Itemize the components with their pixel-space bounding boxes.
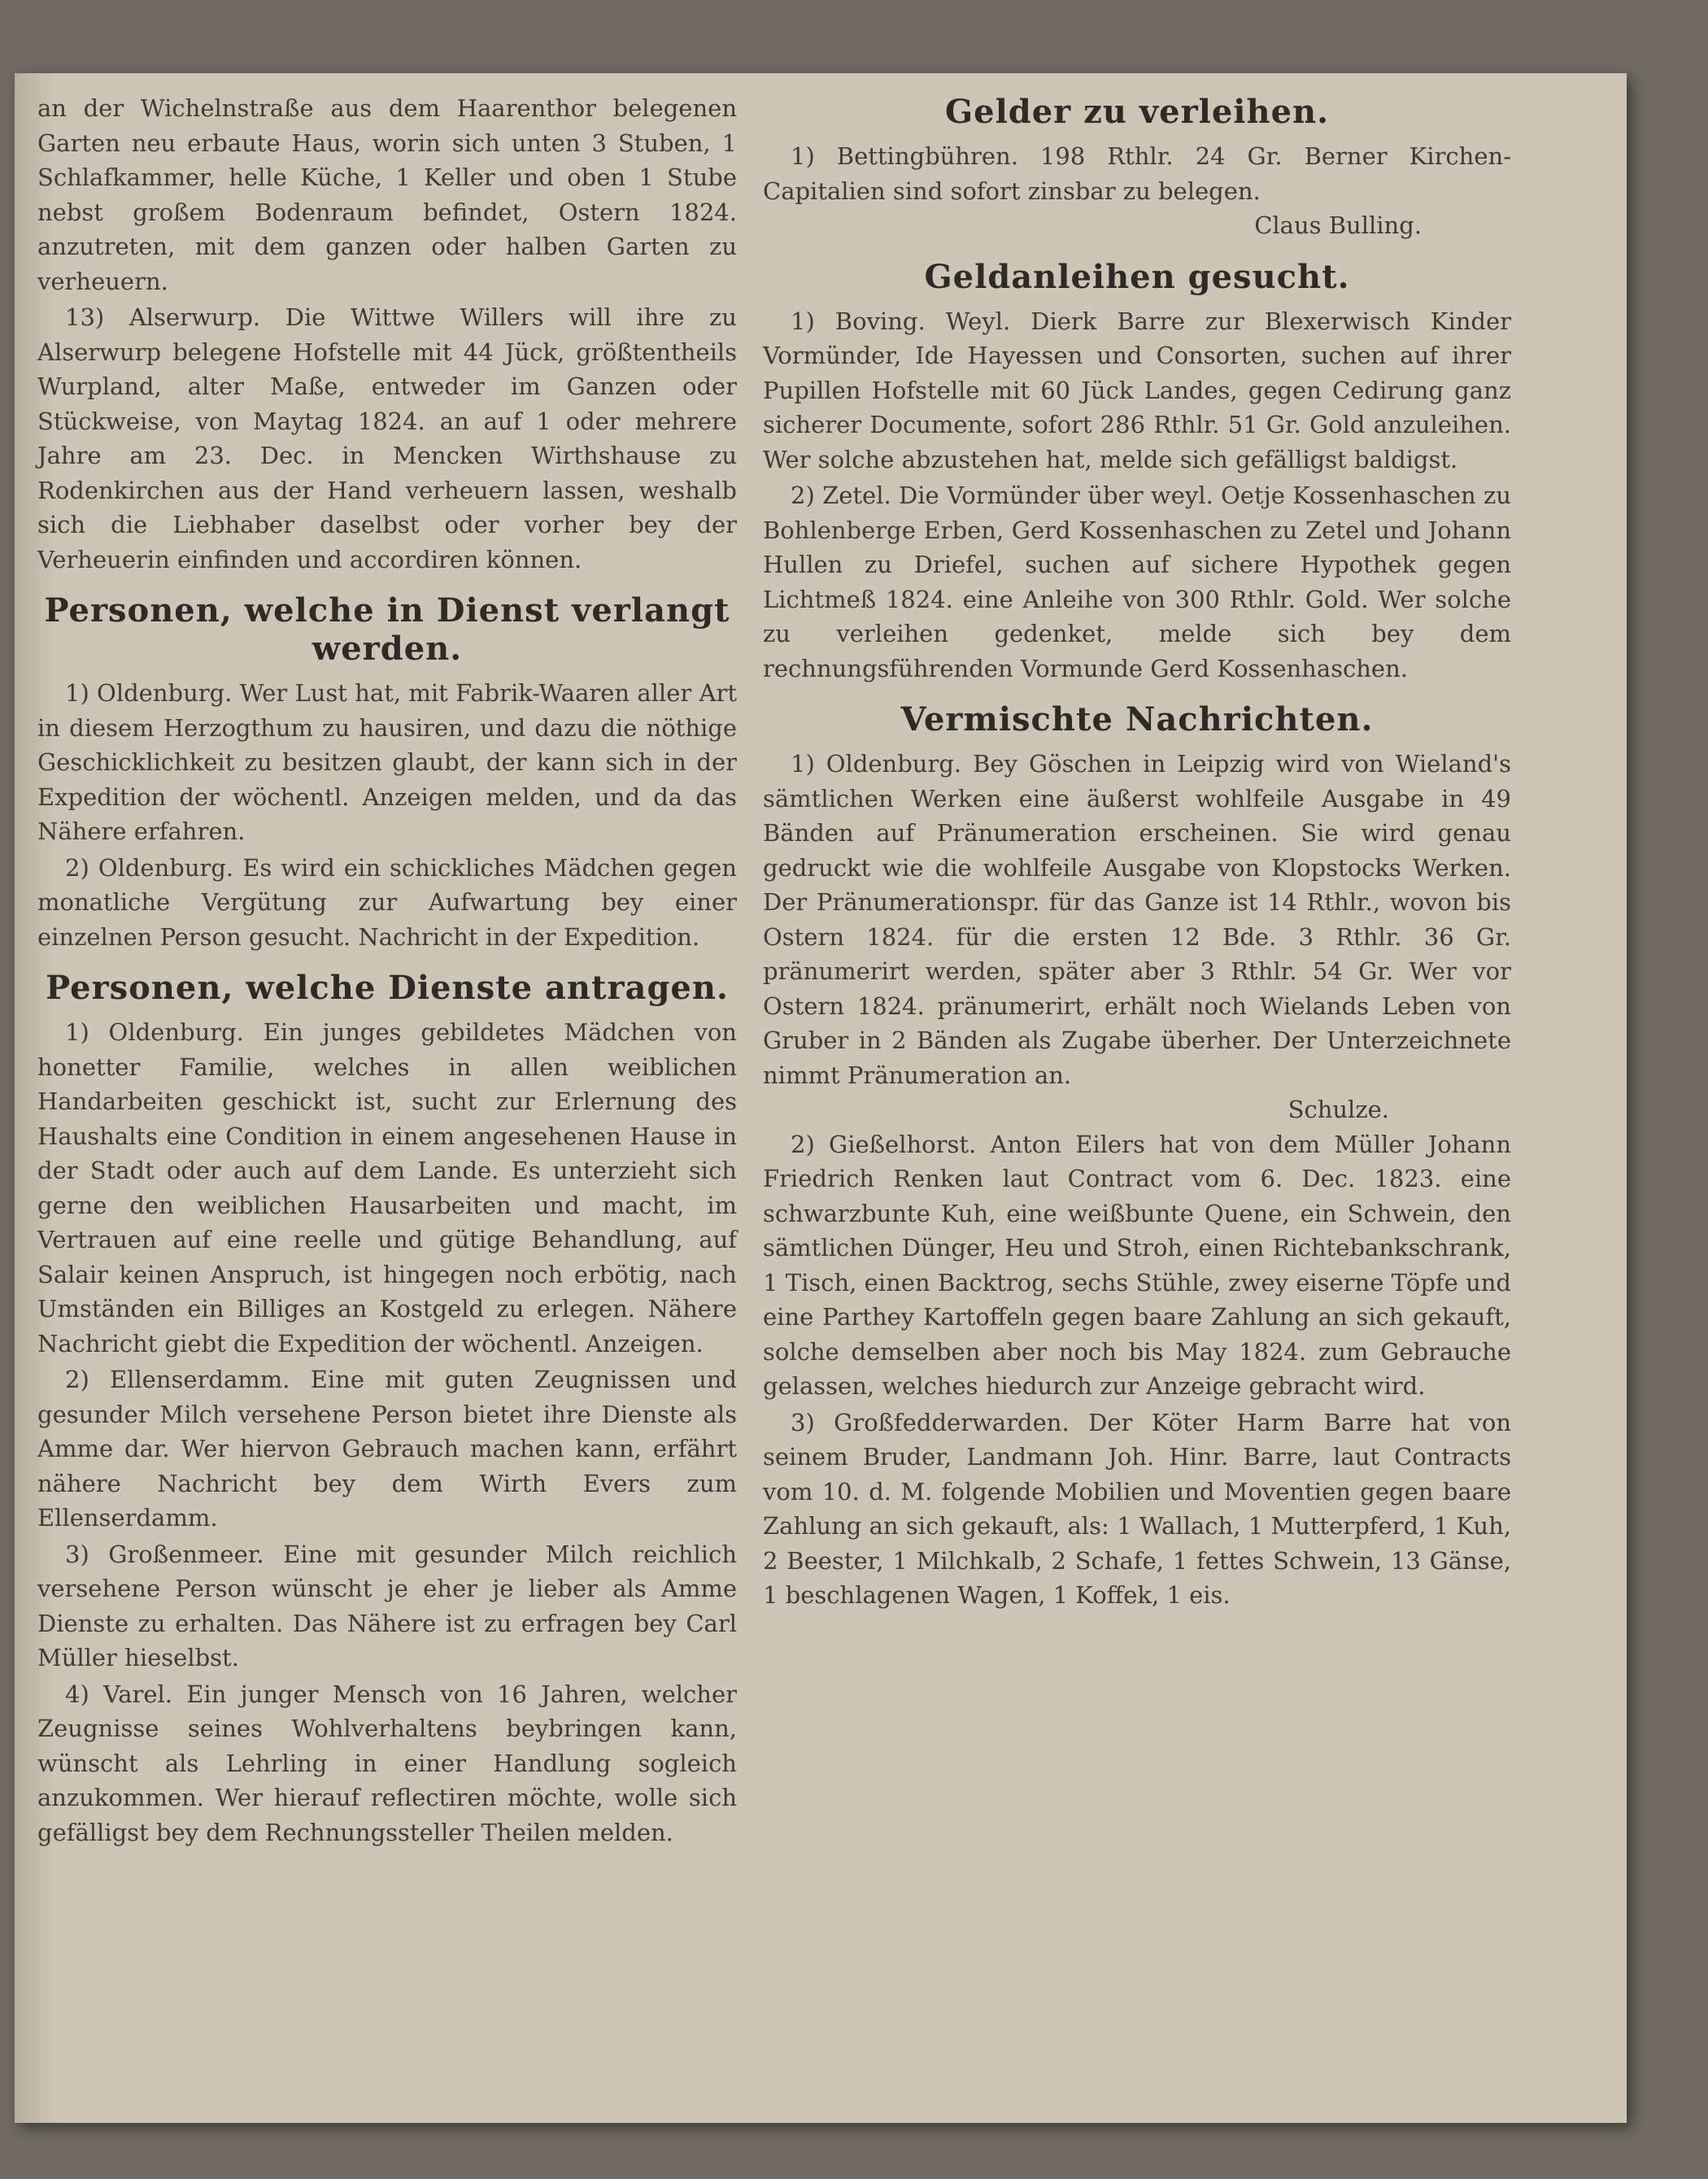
wanted-notice-1: 1) Oldenburg. Wer Lust hat, mit Fabrik-Waaren aller Art in diesem Herzogthum zu hausiren, und dazu die nöthige Geschicklichkeit zu besitzen glaubt, der kann sich in der Expedition der wöchentl. Anzeigen melden, und da das Nähere erfahren.: [37, 679, 737, 845]
misc-notice-1: 1) Oldenburg. Bey Göschen in Leipzig wird von Wieland's sämtlichen Werken eine äußerst wohlfeile Ausgabe in 49 Bänden auf Pränumeration erscheinen. Sie wird genau gedruckt wie die wohlfeile Ausgabe von Klopstocks Werken. Der Pränumerationspr. für das Ganze ist 14 Rthlr., wovon bis Ostern 1824. für die ersten 12 Bde. 3 Rthlr. 36 Gr. pränumerirt werden, später aber 3 Rthlr. 54 Gr. Wer vor Ostern 1824. pränumerirt, erhält noch Wielands Leben von Gruber in 2 Bänden als Zugabe überher. Der Unterzeichnete nimmt Pränumeration an.: [763, 750, 1511, 1089]
offered-notice-4: 4) Varel. Ein junger Mensch von 16 Jahren, welcher Zeugnisse seines Wohlverhaltens beybringen kann, wünscht als Lehrling in einer Handlung sogleich anzukommen. Wer hierauf reflectiren möchte, wolle sich gefälligst bey dem Rechnungssteller Theilen melden.: [37, 1680, 737, 1846]
wanted-notice-2: 2) Oldenburg. Es wird ein schickliches Mädchen gegen monatliche Vergütung zur Aufwartung bey einer einzelnen Person gesucht. Nachricht in der Expedition.: [37, 853, 737, 951]
offered-notice-1: 1) Oldenburg. Ein junges gebildetes Mädchen von honetter Familie, welches in allen weiblichen Handarbeiten geschickt ist, sucht zur Erlernung des Haushalts eine Condition in einem angesehenen Hause in der Stadt oder auch auf dem Lande. Es unterzieht sich gerne den weiblichen Hausarbeiten und macht, im Vertrauen auf eine reelle und gütige Behandlung, auf Salair keinen Anspruch, ist hingegen noch erbötig, nach Umständen ein Billiges an Kostgeld zu erlegen. Nähere Nachricht giebt die Expedition der wöchentl. Anzeigen.: [37, 1018, 737, 1358]
left-column: [37, 91, 737, 1850]
heading-money-to-lend: Gelder zu verleihen.: [944, 93, 1330, 131]
signature-schulze: Schulze.: [1288, 1096, 1389, 1123]
lend-notice-1: 1) Bettingbühren. 198 Rthlr. 24 Gr. Berner Kirchen-Capitalien sind sofort zinsbar zu belegen.: [763, 142, 1511, 205]
misc-notice-3: 3) Großfedderwarden. Der Köter Harm Barre hat von seinem Bruder, Landmann Joh. Hinr. Barre, laut Contracts vom 10. d. M. folgende Mobilien und Moventien gegen baare Zahlung an sich gekauft, als: 1 Wallach, 1 Mutterpferd, 1 Kuh, 2 Beester, 1 Milchkalb, 2 Schafe, 1 fettes Schwein, 13 Gänse, 1 beschlagenen Wagen, 1 Koffek, 1 eis.: [763, 1408, 1511, 1609]
heading-service-offered: Personen, welche Dienste antragen.: [46, 969, 729, 1007]
signature-bulling: Claus Bulling.: [1254, 211, 1422, 239]
heading-miscellaneous-news: Vermischte Nachrichten.: [900, 700, 1374, 739]
loan-notice-1: 1) Boving. Weyl. Dierk Barre zur Blexerwisch Kinder Vormünder, Ide Hayessen und Consorten, suchen auf ihrer Pupillen Hofstelle mit 60 Jück Landes, gegen Cedirung ganz sicherer Documente, sofort 286 Rthlr. 51 Gr. Gold anzuleihen. Wer solche abzustehen hat, melde sich gefälligst baldigst.: [763, 307, 1511, 473]
offered-notice-3: 3) Großenmeer. Eine mit gesunder Milch reichlich versehene Person wünscht je eher je lieber als Amme Dienste zu erhalten. Das Nähere ist zu erfragen bey Carl Müller hieselbst.: [37, 1540, 737, 1671]
right-column: [763, 91, 1511, 1613]
offered-notice-2: 2) Ellenserdamm. Eine mit guten Zeugnissen und gesunder Milch versehene Person bietet ihre Dienste als Amme dar. Wer hiervon Gebrauch machen kann, erfährt nähere Nachricht bey dem Wirth Evers zum Ellenserdamm.: [37, 1366, 737, 1532]
heading-loans-sought: Geldanleihen gesucht.: [924, 257, 1350, 296]
intro-notice: an der Wichelnstraße aus dem Haarenthor belegenen Garten neu erbaute Haus, worin sich unten 3 Stuben, 1 Schlafkammer, helle Küche, 1 Keller und oben 1 Stube nebst großem Bodenraum befindet, Ostern 1824. anzutreten, mit dem ganzen oder halben Garten zu verheuern.: [37, 94, 737, 295]
notice-13-alserwurp: 13) Alserwurp. Die Wittwe Willers will ihre zu Alserwurp belegene Hofstelle mit 44 Jück, größtentheils Wurpland, alter Maße, entweder im Ganzen oder Stückweise, von Maytag 1824. an auf 1 oder mehrere Jahre am 23. Dec. in Mencken Wirthshause zu Rodenkirchen aus der Hand verheuern lassen, weshalb sich die Liebhaber daselbst oder vorher bey der Verheuerin einfinden und accordiren können.: [37, 303, 737, 573]
heading-service-wanted: Personen, welche in Dienst verlangt werden.: [44, 591, 730, 668]
newspaper-page: [15, 73, 1627, 2123]
misc-notice-2: 2) Gießelhorst. Anton Eilers hat von dem Müller Johann Friedrich Renken laut Contract vom 6. Dec. 1823. eine schwarzbunte Kuh, eine weißbunte Quene, ein Schwein, den sämtlichen Dünger, Heu und Stroh, einen Richtebankschrank, 1 Tisch, einen Backtrog, sechs Stühle, zwey eiserne Töpfe und eine Parthey Kartoffeln gegen baare Zahlung an sich gekauft, solche demselben aber noch bis May 1824. zum Gebrauche gelassen, welches hiedurch zur Anzeige gebracht wird.: [763, 1130, 1511, 1400]
loan-notice-2: 2) Zetel. Die Vormünder über weyl. Oetje Kossenhaschen zu Bohlenberge Erben, Gerd Kossenhaschen zu Zetel und Johann Hullen zu Driefel, suchen auf sichere Hypothek gegen Lichtmeß 1824. eine Anleihe von 300 Rthlr. Gold. Wer solche zu verleihen gedenket, melde sich bey dem rechnungsführenden Vormunde Gerd Kossenhaschen.: [763, 482, 1511, 682]
